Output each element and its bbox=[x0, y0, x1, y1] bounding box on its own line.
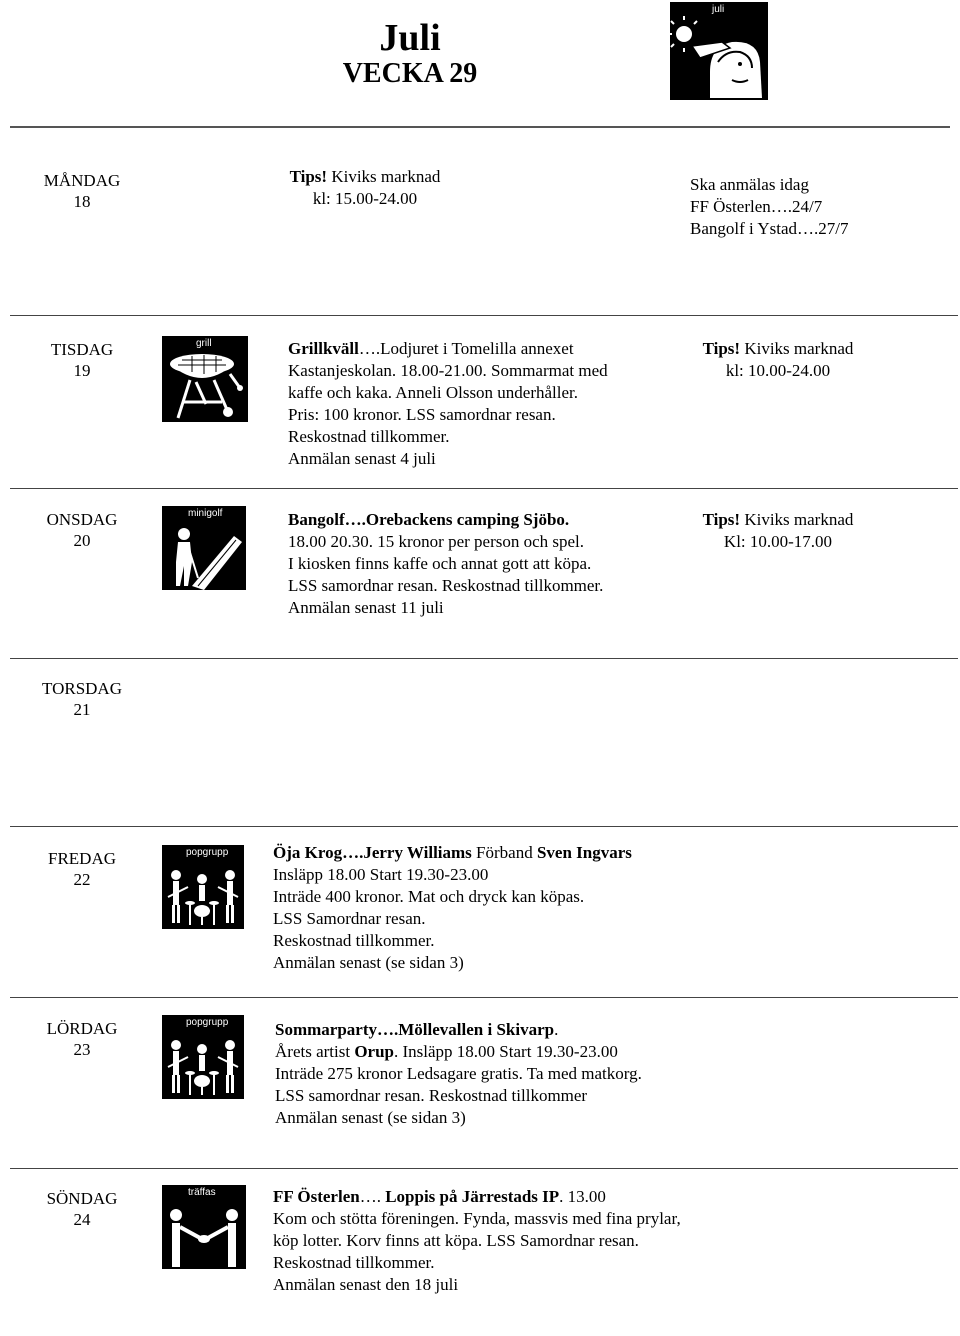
tuesday-event: Grillkväll….Lodjuret i Tomelilla annexet Kastanjeskolan. 18.00-21.00. Sommarmat med kaffe och kaka. Anneli Olsson underhåller. Pris: 100 kronor. LSS samordnar resan. Reskostnad tillkommer. Anmälan senast 4 juli bbox=[288, 339, 608, 468]
sun-salute-icon: juli bbox=[670, 2, 768, 100]
day-number: 19 bbox=[73, 361, 91, 380]
day-name: MÅNDAG bbox=[43, 171, 121, 190]
divider bbox=[10, 126, 950, 128]
popgrupp-icon: popgrupp bbox=[162, 845, 244, 929]
popgrupp-icon: popgrupp bbox=[162, 1015, 244, 1099]
day-thursday bbox=[30, 678, 134, 720]
divider bbox=[10, 826, 958, 827]
day-name: TORSDAG bbox=[42, 679, 122, 698]
divider bbox=[10, 488, 958, 489]
day-friday bbox=[30, 848, 134, 890]
day-number: 20 bbox=[73, 531, 91, 550]
day-name: FREDAG bbox=[47, 849, 116, 868]
day-name: SÖNDAG bbox=[46, 1189, 118, 1208]
day-number: 24 bbox=[73, 1210, 91, 1229]
minigolf-icon: minigolf bbox=[162, 506, 246, 590]
divider bbox=[10, 315, 958, 316]
day-number: 18 bbox=[73, 192, 91, 211]
day-monday bbox=[30, 170, 134, 212]
grill-icon: grill bbox=[162, 336, 248, 422]
sunday-event: FF Österlen…. Loppis på Järrestads IP. 13.00 Kom och stötta föreningen. Fynda, massvis med fina prylar, köp lotter. Korv finns att köpa. LSS Samordnar resan. Reskostnad tillkommer. Anmälan senast den 18 juli bbox=[273, 1187, 681, 1294]
day-tuesday bbox=[30, 339, 134, 381]
wednesday-tips: Tips! Kiviks marknad Kl: 10.00-17.00 bbox=[702, 510, 854, 551]
saturday-event: Sommarparty….Möllevallen i Skivarp. Årets artist Orup. Insläpp 18.00 Start 19.30-23.00 Inträde 275 kronor Ledsagare gratis. Ta med matkorg. LSS samordnar resan. Reskostnad tillkommer Anmälan senast (se sidan 3) bbox=[275, 1020, 642, 1127]
divider bbox=[10, 997, 958, 998]
monday-registration-notice: Ska anmälas idag FF Österlen….24/7 Bangolf i Ystad….27/7 bbox=[690, 175, 849, 238]
day-name: ONSDAG bbox=[46, 510, 118, 529]
page-title: Juli bbox=[379, 17, 441, 59]
monday-tips: Tips! Kiviks marknad kl: 15.00-24.00 bbox=[289, 167, 441, 208]
handshake-icon: träffas bbox=[162, 1185, 246, 1269]
divider bbox=[10, 1168, 958, 1169]
day-saturday bbox=[30, 1018, 134, 1060]
day-number: 23 bbox=[73, 1040, 91, 1059]
day-name: LÖRDAG bbox=[46, 1019, 118, 1038]
wednesday-event: Bangolf….Orebackens camping Sjöbo. 18.00 20.30. 15 kronor per person och spel. I kiosken finns kaffe och annat gott att köpa. LSS samordnar resan. Reskostnad tillkommer. Anmälan senast 11 juli bbox=[288, 510, 604, 617]
day-number: 21 bbox=[73, 700, 91, 719]
friday-event: Öja Krog….Jerry Williams Förband Sven Ingvars Insläpp 18.00 Start 19.30-23.00 Inträde 400 kronor. Mat och dryck kan köpas. LSS Samordnar resan. Reskostnad tillkommer. Anmälan senast (se sidan 3) bbox=[273, 843, 632, 972]
day-name: TISDAG bbox=[50, 340, 114, 359]
day-number: 22 bbox=[73, 870, 91, 889]
tuesday-tips: Tips! Kiviks marknad kl: 10.00-24.00 bbox=[702, 339, 854, 380]
day-sunday bbox=[30, 1188, 134, 1230]
day-wednesday bbox=[30, 509, 134, 551]
page-subtitle: VECKA 29 bbox=[342, 58, 478, 89]
divider bbox=[10, 658, 958, 659]
